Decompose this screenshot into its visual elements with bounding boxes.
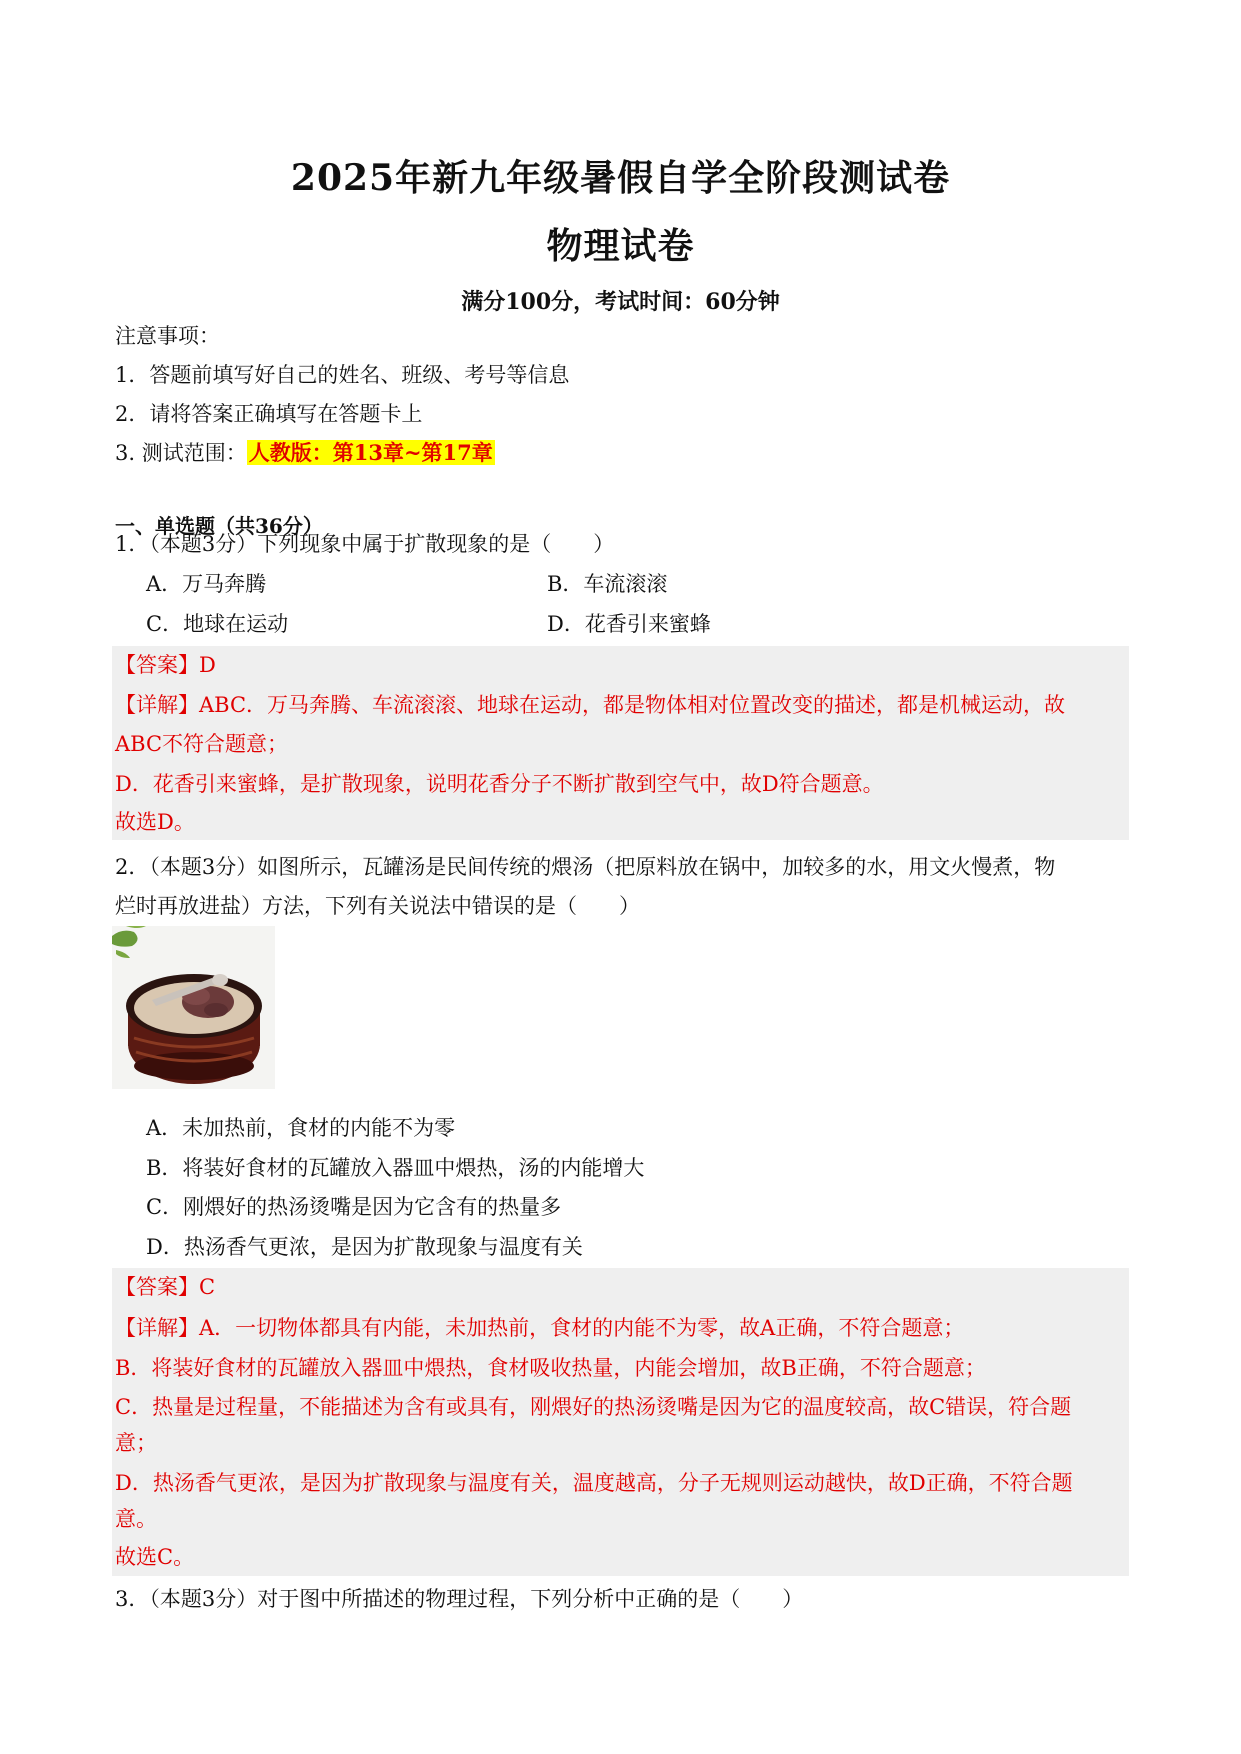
clay-pot-soup-image [112,926,275,1089]
q2-option-a: A．未加热前，食材的内能不为零 [146,1116,456,1140]
q1-explain-line-4: 故选D。 [115,810,195,834]
q2-explain-line-3: C．热量是过程量，不能描述为含有或具有，刚煨好的热汤烫嘴是因为它的温度较高，故C错误，符合题 [115,1395,1072,1419]
notes-heading: 注意事项： [115,324,220,348]
note-item-2: 2．请将答案正确填写在答题卡上 [115,402,423,426]
q1-answer: 【答案】D [115,653,216,677]
q2-answer: 【答案】C [115,1275,216,1299]
note-item-3 [115,438,495,468]
q2-explain-line-2: B．将装好食材的瓦罐放入器皿中煨热，食材吸收热量，内能会增加，故B正确，不符合题意； [115,1356,986,1380]
exam-subtitle: 满分100分，考试时间：60分钟 [461,289,780,315]
q1-explain-line-2: ABC不符合题意； [115,732,289,756]
q2-explain-text-1: A．一切物体都具有内能，未加热前，食材的内能不为零，故A正确，不符合题意； [199,1316,965,1340]
q2-explain-label: 【详解】 [115,1316,199,1340]
q2-explain-line-1 [115,1313,964,1343]
q2-option-b: B．将装好食材的瓦罐放入器皿中煨热，汤的内能增大 [146,1156,645,1180]
note-item-1: 1．答题前填写好自己的姓名、班级、考号等信息 [115,363,570,387]
q2-explain-line-7: 故选C。 [115,1545,195,1569]
q1-stem: 1．（本题3分）下列现象中属于扩散现象的是（ ） [115,532,615,556]
q2-explain-line-5: D．热汤香气更浓，是因为扩散现象与温度有关，温度越高，分子无规则运动越快，故D正确，不符合题 [115,1471,1073,1495]
q1-explain-text-1: ABC．万马奔腾、车流滚滚、地球在运动，都是物体相对位置改变的描述，都是机械运动，故 [199,693,1066,717]
q1-explain-line-3: D．花香引来蜜蜂，是扩散现象，说明花香分子不断扩散到空气中，故D符合题意。 [115,772,884,796]
q1-explain-line-1 [115,690,1065,720]
subject-title: 物理试卷 [546,225,695,267]
q2-explain-line-6: 意。 [115,1507,157,1531]
q1-option-b: B．车流滚滚 [547,572,668,596]
q3-stem: 3．（本题3分）对于图中所描述的物理过程，下列分析中正确的是（ ） [115,1587,804,1611]
q2-answer-box [112,1268,1129,1576]
note-item-3-label: 3. 测试范围： [115,441,247,465]
q2-stem-line-2: 烂时再放进盐）方法，下列有关说法中错误的是（ ） [115,894,640,918]
q1-option-d: D．花香引来蜜蜂 [547,612,711,636]
q2-stem-line-1: 2．（本题3分）如图所示，瓦罐汤是民间传统的煨汤（把原料放在锅中，加较多的水，用文火慢煮，物 [115,855,1056,879]
q2-option-c: C．刚煨好的热汤烫嘴是因为它含有的热量多 [146,1195,562,1219]
q1-option-a: A．万马奔腾 [146,572,267,596]
test-scope-highlight: 人教版：第13章~第17章 [248,440,493,465]
exam-title: 2025年新九年级暑假自学全阶段测试卷 [290,157,951,199]
q1-answer-box [112,646,1129,840]
section-heading: 一、单选题（共36分） [115,514,323,538]
q2-explain-line-4: 意； [115,1431,157,1455]
q1-explain-label: 【详解】 [115,693,199,717]
q1-option-c: C．地球在运动 [146,612,289,636]
q2-option-d: D．热汤香气更浓，是因为扩散现象与温度有关 [146,1235,583,1259]
